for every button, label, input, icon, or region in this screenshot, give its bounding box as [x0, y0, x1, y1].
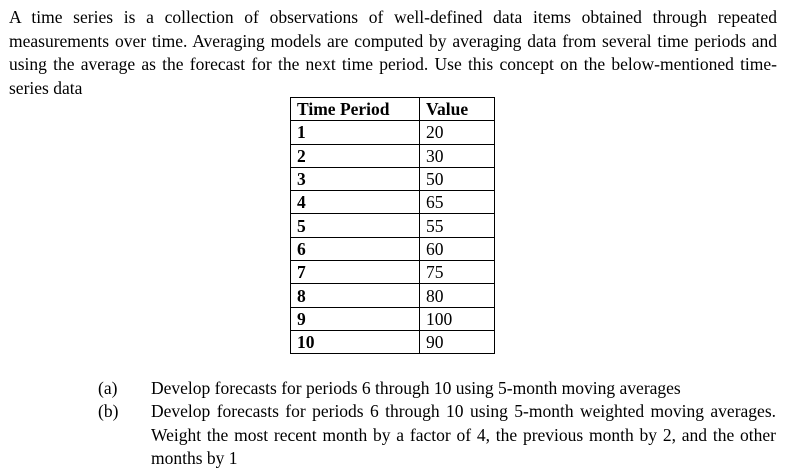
value-cell: 75: [420, 261, 495, 284]
period-cell: 10: [291, 330, 420, 353]
table-row: [291, 307, 495, 330]
table-row: [291, 144, 495, 167]
value-cell: 80: [420, 284, 495, 307]
question-a-text: Develop forecasts for periods 6 through 10 using 5-month moving averages: [151, 378, 681, 398]
table-header-row: [291, 98, 495, 121]
value-cell: 100: [420, 307, 495, 330]
period-cell: 2: [291, 144, 420, 167]
period-cell: 9: [291, 307, 420, 330]
value-cell: 30: [420, 144, 495, 167]
table-row: [291, 167, 495, 190]
table-row: [291, 237, 495, 260]
period-cell: 1: [291, 121, 420, 144]
header-time-period: Time Period: [291, 98, 420, 121]
table-row: [291, 191, 495, 214]
table-row: [291, 261, 495, 284]
period-cell: 4: [291, 191, 420, 214]
period-cell: 6: [291, 237, 420, 260]
period-cell: 3: [291, 167, 420, 190]
period-cell: 8: [291, 284, 420, 307]
intro-paragraph: A time series is a collection of observations of well-defined data items obtained through repeated measurements over time. Averaging models are computed by averaging data from several time periods and using the average as the forecast for the next time period. Use this concept on the below-mentioned time-series data: [9, 7, 777, 98]
value-cell: 55: [420, 214, 495, 237]
table-row: [291, 214, 495, 237]
period-cell: 7: [291, 261, 420, 284]
question-a-label: (a): [98, 378, 118, 398]
header-value: Value: [420, 98, 495, 121]
table-row: [291, 330, 495, 353]
value-cell: 20: [420, 121, 495, 144]
table-row: [291, 121, 495, 144]
value-cell: 65: [420, 191, 495, 214]
value-cell: 60: [420, 237, 495, 260]
table-row: [291, 284, 495, 307]
time-series-table: [290, 97, 495, 354]
question-b-label: (b): [98, 401, 119, 421]
period-cell: 5: [291, 214, 420, 237]
question-b-text: Develop forecasts for periods 6 through 10 using 5-month weighted moving averages. Weight the most recent month by a factor of 4, the previous month by 2, and the other months by 1: [151, 401, 776, 468]
value-cell: 90: [420, 330, 495, 353]
value-cell: 50: [420, 167, 495, 190]
